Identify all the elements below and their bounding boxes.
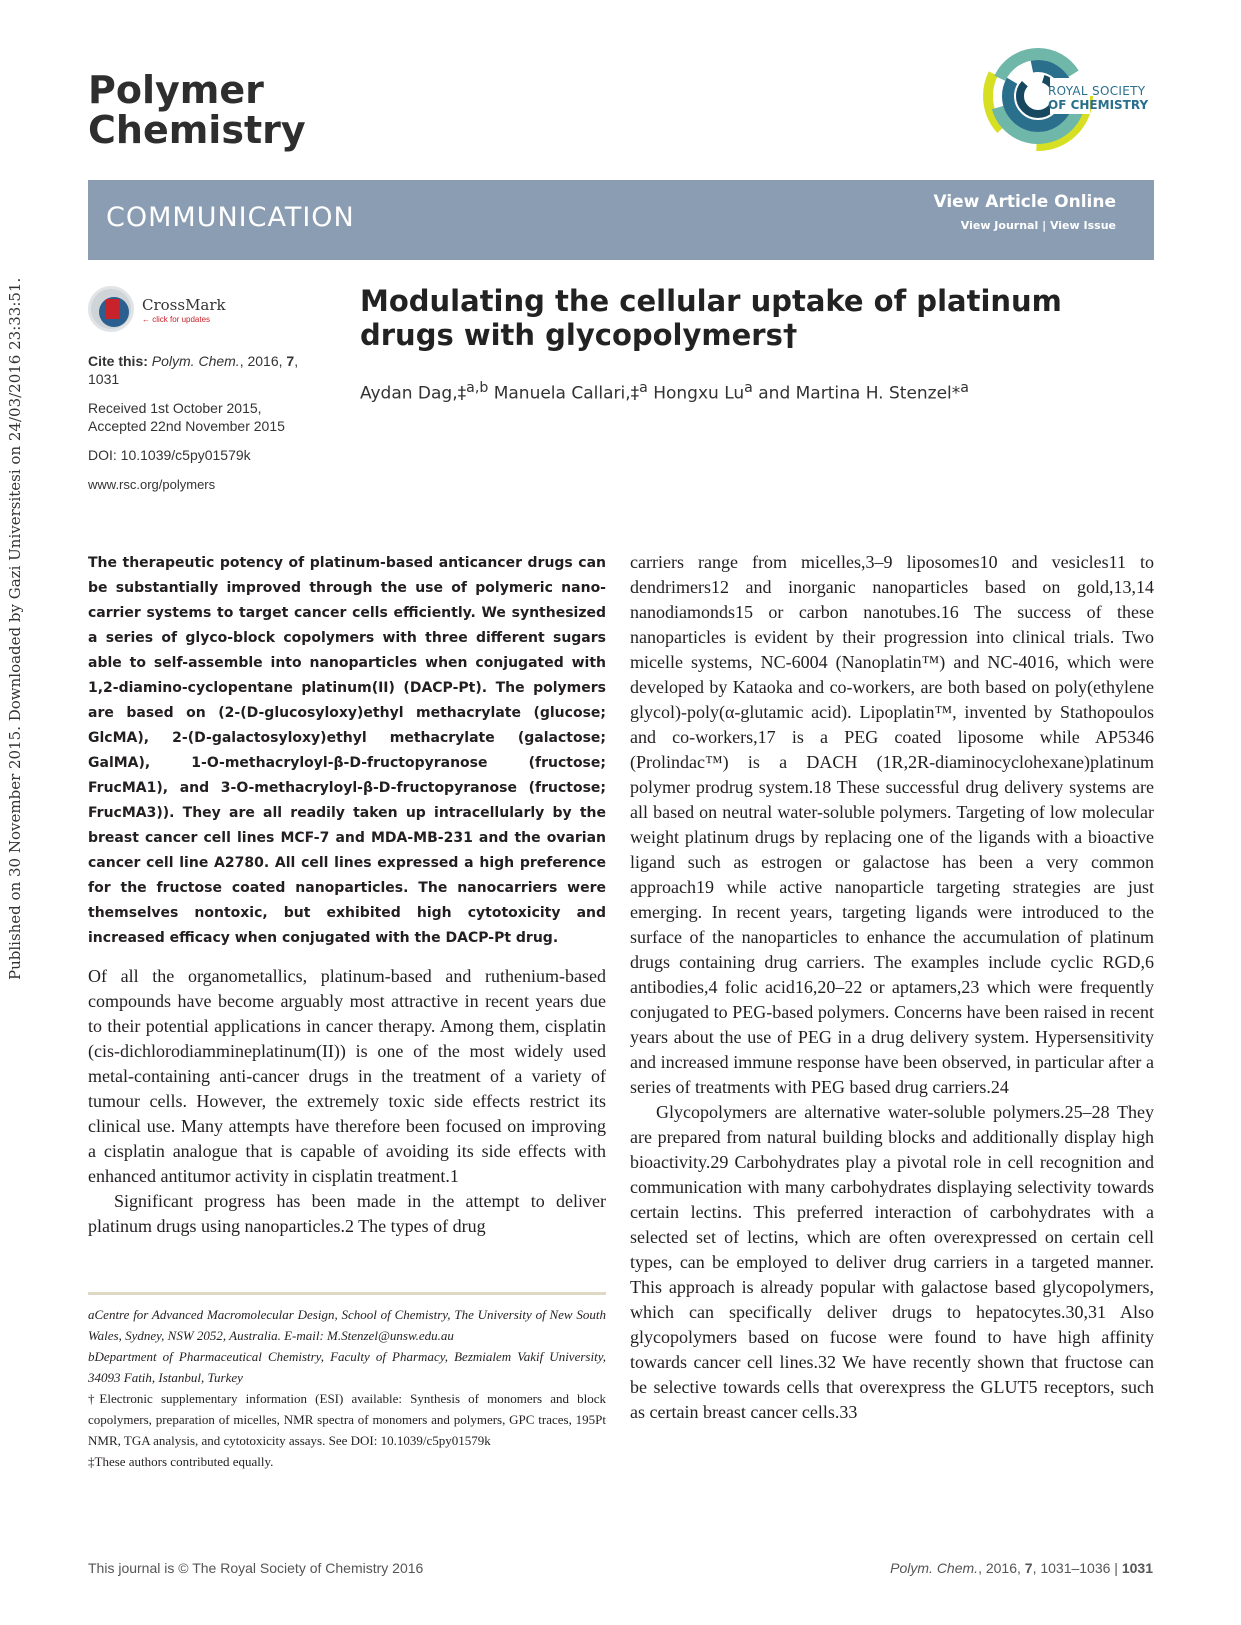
author-list: Aydan Dag,‡$^{a,b}$ Manuela Callari,‡$^a$ Hongxu Lu$^a$ and Martina H. Stenzel*$^a$ xyxy=(360,380,969,404)
view-article-online-link[interactable]: View Article Online xyxy=(933,192,1116,212)
page-footer: Polym. Chem., 2016, 7, 1031–1036 | 1031 xyxy=(890,1560,1153,1576)
rsc-logo-text-2: OF CHEMISTRY xyxy=(1048,98,1149,112)
body-column-right xyxy=(630,550,1154,1425)
crossmark-label: CrossMark xyxy=(142,296,226,314)
cite-label: Cite this: xyxy=(88,353,148,369)
footnote-affiliation-b: bDepartment of Pharmaceutical Chemistry, Faculty of Pharmacy, Bezmialem Vakif University, 34093 Fatih, Istanbul, Turkey xyxy=(88,1349,606,1385)
cite-pages-prefix: , xyxy=(294,353,299,369)
journal-title[interactable] xyxy=(88,70,388,150)
article-type-label: COMMUNICATION xyxy=(106,202,355,233)
received-date: Received 1st October 2015, xyxy=(88,400,262,416)
rsc-logo-text-1: ROYAL SOCIETY xyxy=(1048,84,1146,98)
footnote-affiliation-a: aCentre for Advanced Macromolecular Design, School of Chemistry, The University of New South Wales, Sydney, NSW 2052, Australia. E-mail: M.Stenzel@unsw.edu.au xyxy=(88,1307,606,1343)
view-journal-link[interactable]: View Journal xyxy=(960,219,1039,232)
crossmark-button[interactable] xyxy=(88,286,228,336)
view-links xyxy=(961,219,1116,232)
copyright-footer: This journal is © The Royal Society of Chemistry 2016 xyxy=(88,1560,424,1576)
cite-pages: 1031 xyxy=(88,371,120,387)
body-paragraph: carriers range from micelles,3–9 liposomes10 and vesicles11 to dendrimers12 and inorganic nanoparticles based on gold,13,14 nanodiamonds15 or carbon nanotubes.16 The success of these nanoparticles is evident by their progression into clinical trials. Two micelle systems, NC-6004 (Nanoplatin™) and NC-4016, which were developed by Kataoka and co-workers, are both based on poly(ethylene glycol)-poly(α-glutamic acid). Lipoplatin™, invented by Stathopoulos and co-workers,17 is a PEG coated liposome while AP5346 (Prolindac™) is a DACH (1R,2R-diaminocyclohexane)platinum polymer prodrug system.18 These successful drug delivery systems are all based on neutral water-soluble polymers. Targeting of low molecular weight platinum drugs by replacing one of the ligands with a bioactive ligand such as estrogen or galactose has been a very common approach19 while active nanoparticle targeting strategies are just emerging. In recent years, targeting ligands were introduced to the surface of the nanoparticles to enhance the accumulation of platinum drugs containing drug carriers. The examples include cyclic RGD,6 antibodies,4 folic acid16,20–22 or aptamers,23 which were frequently conjugated to PEG-based polymers. Concerns have been raised in recent years about the use of PEG in a drug delivery system. Hypersensitivity and increased immune response have been observed, in particular after a series of treatments with PEG based drug carriers.24 xyxy=(630,552,1154,1097)
footnotes xyxy=(88,1304,606,1472)
article-title: Modulating the cellular uptake of platinum drugs with glycopolymers† xyxy=(360,284,1062,352)
body-paragraph: Glycopolymers are alternative water-soluble polymers.25–28 They are prepared from natural building blocks and additionally display high bioactivity.29 Carbohydrates play a pivotal role in cell recognition and communication with many carbohydrates displaying selectivity towards certain lectins. This preferred interaction of carbohydrates with a selected set of lectins, which are often overexpressed on certain cell types, can be employed to deliver drug carriers in a targeted manner. This approach is already popular with galactose based glycopolymers, which can specifically deliver drugs to hepatocytes.30,31 Also glycopolymers based on fucose were found to have high affinity towards cancer cell lines.32 We have recently shown that fructose can be selective towards cells that overexpress the GLUT5 receptors, such as certain breast cancer cells.33 xyxy=(630,1102,1154,1422)
journal-title-line1: Polymer xyxy=(88,68,264,112)
footnote-equal-contribution: ‡These authors contributed equally. xyxy=(88,1454,274,1469)
footnote-esi: †Electronic supplementary information (ESI) available: Synthesis of monomers and block copolymers, preparation of micelles, NMR spectra of monomers and polymers, GPC traces, 195Pt NMR, TGA analysis, and cytotoxicity assays. See DOI: 10.1039/c5py01579k xyxy=(88,1391,606,1448)
rsc-logo[interactable] xyxy=(980,38,1160,156)
view-links-separator: | xyxy=(1042,219,1047,232)
cite-volume: 7 xyxy=(286,353,295,369)
body-paragraph: Of all the organometallics, platinum-based and ruthenium-based compounds have become arguably most attractive in recent years due to their potential applications in cancer therapy. Among them, cisplatin (cis-dichlorodiammineplatinum(II)) is one of the most widely used metal-containing anti-cancer drugs in the treatment of a variety of tumour cells. However, the extremely toxic side effects restrict its clinical use. Many attempts have therefore been focused on improving a cisplatin analogue that is capable of avoiding its side effects with enhanced antitumor activity in cisplatin treatment.1 xyxy=(88,966,606,1186)
footnote-divider xyxy=(88,1292,606,1295)
accepted-date: Accepted 22nd November 2015 xyxy=(88,418,285,434)
crossmark-icon xyxy=(88,286,134,332)
journal-url[interactable]: www.rsc.org/polymers xyxy=(88,477,216,492)
journal-title-line2: Chemistry xyxy=(88,108,306,152)
download-note: Published on 30 November 2015. Downloaded by Gazi Universitesi on 24/03/2016 23:33:51. xyxy=(6,277,24,980)
citation xyxy=(88,352,318,388)
view-issue-link[interactable]: View Issue xyxy=(1049,219,1116,232)
article-type-banner xyxy=(88,180,1154,260)
cite-year: , 2016, xyxy=(239,353,287,369)
body-paragraph: Significant progress has been made in the attempt to deliver platinum drugs using nanoparticles.2 The types of drug xyxy=(88,1191,606,1236)
cite-journal: Polym. Chem. xyxy=(151,353,240,369)
body-column-left xyxy=(88,964,606,1239)
abstract: The therapeutic potency of platinum-based anticancer drugs can be substantially improved through the use of polymeric nano-carrier systems to target cancer cells efficiently. We synthesized a series of glyco-block copolymers with three different sugars able to self-assemble into nanoparticles when conjugated with 1,2-diamino-cyclopentane platinum(II) (DACP-Pt). The polymers are based on (2-(D-glucosyloxy)ethyl methacrylate (glucose; GlcMA), 2-(D-galactosyloxy)ethyl methacrylate (galactose; GalMA), 1-O-methacryloyl-β-D-fructopyranose (fructose; FrucMA1), and 3-O-methacryloyl-β-D-fructopyranose (fructose; FrucMA3)). They are all readily taken up intracellularly by the breast cancer cell lines MCF-7 and MDA-MB-231 and the ovarian cancer cell line A2780. All cell lines expressed a high preference for the fructose coated nanoparticles. The nanocarriers were themselves nontoxic, but exhibited high cytotoxicity and increased efficacy when conjugated with the DACP-Pt drug. xyxy=(88,555,606,946)
doi[interactable]: DOI: 10.1039/c5py01579k xyxy=(88,447,251,463)
arrow-left-icon: ← xyxy=(142,315,153,324)
page-number: 1031 xyxy=(1121,1560,1153,1576)
crossmark-sub: ← click for updates xyxy=(142,315,211,324)
